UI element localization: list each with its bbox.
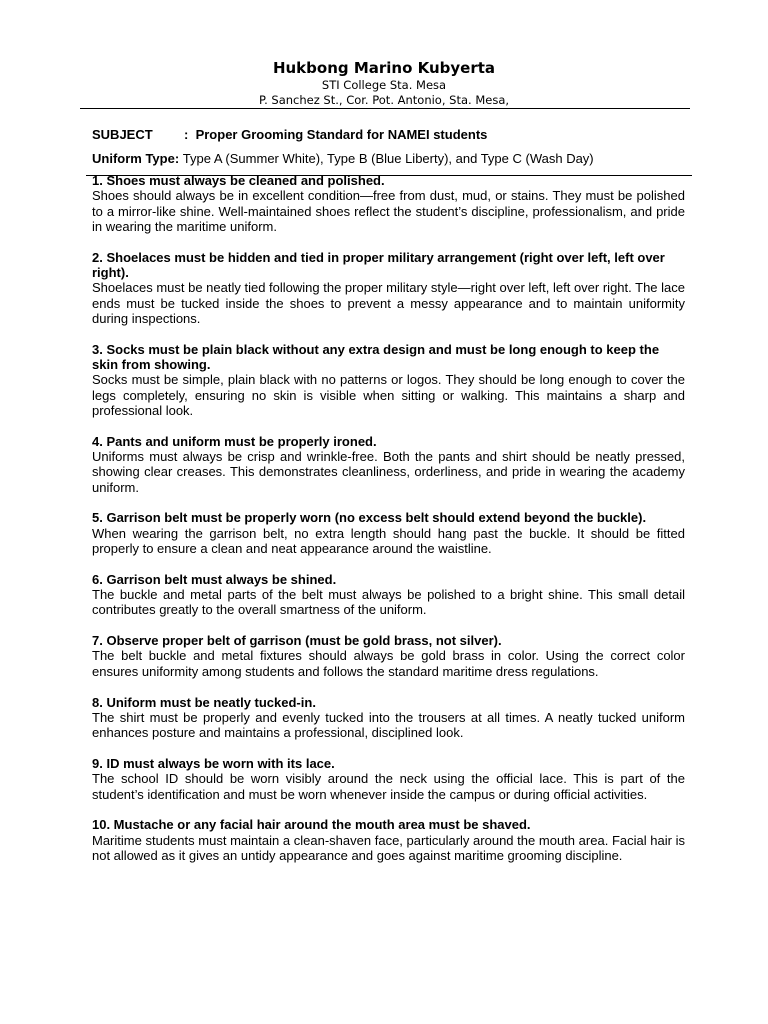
rule-item xyxy=(92,250,685,326)
uniform-type-text: Type A (Summer White), Type B (Blue Liberty), and Type C (Wash Day) xyxy=(182,151,594,166)
rule-title: 10. Mustache or any facial hair around the mouth area must be shaved. xyxy=(92,817,531,833)
rule-item xyxy=(92,756,685,802)
organization-name: Hukbong Marino Kubyerta xyxy=(272,59,496,77)
rule-body: The belt buckle and metal fixtures should always be gold brass in color. Using the correct color ensures uniformity among students and follows the standard maritime dress regulations. xyxy=(92,648,685,679)
memo-heading xyxy=(92,125,692,169)
rule-title: 1. Shoes must always be cleaned and polished. xyxy=(92,173,385,188)
rule-item xyxy=(92,572,685,618)
uniform-type-label: Uniform Type: xyxy=(92,151,180,166)
rule-body: The buckle and metal parts of the belt must always be polished to a bright shine. This small detail contributes greatly to the overall smartness of the uniform. xyxy=(92,587,685,618)
rule-item xyxy=(92,817,685,863)
header-divider xyxy=(80,108,690,109)
school-address: P. Sanchez St., Cor. Pot. Antonio, Sta. Mesa, xyxy=(258,93,510,107)
rule-title: 5. Garrison belt must be properly worn (no excess belt should extend beyond the buckle). xyxy=(92,510,647,526)
subject-line xyxy=(92,125,692,145)
rule-title: 4. Pants and uniform must be properly ironed. xyxy=(92,433,377,449)
uniform-type-line xyxy=(92,149,692,169)
rule-title: 7. Observe proper belt of garrison (must be gold brass, not silver). xyxy=(92,633,502,649)
subject-separator: : xyxy=(184,127,189,142)
grooming-rules-list xyxy=(92,173,685,879)
rule-item xyxy=(92,695,685,741)
rule-title: 2. Shoelaces must be hidden and tied in proper military arrangement (right over left, left over right). xyxy=(92,249,665,280)
rule-title: 6. Garrison belt must always be shined. xyxy=(92,571,337,587)
rule-title: 9. ID must always be worn with its lace. xyxy=(92,755,335,771)
rule-body: The shirt must be properly and evenly tucked into the trousers at all times. A neatly tucked uniform enhances posture and maintains a professional, disciplined look. xyxy=(92,709,685,741)
rule-item xyxy=(92,173,685,234)
rule-title: 8. Uniform must be neatly tucked-in. xyxy=(92,694,316,710)
subject-label: SUBJECT xyxy=(92,127,153,142)
rule-item xyxy=(92,342,685,418)
rule-body: When wearing the garrison belt, no extra length should hang past the buckle. It should be fitted properly to ensure a clean and neat appearance around the waistline. xyxy=(92,525,685,556)
rule-body: Shoelaces must be neatly tied following the proper military style—right over left, left over right. The lace ends must be tucked inside the shoes to prevent a messy appearance and to maintain uniformity during inspections. xyxy=(92,280,685,326)
rule-body: Shoes should always be in excellent condition—free from dust, mud, or stains. They must be polished to a mirror-like shine. Well-maintained shoes reflect the student’s discipline, professionalism, and pride in wearing the maritime uniform. xyxy=(92,188,685,234)
rule-item xyxy=(92,510,685,556)
rule-body: Socks must be simple, plain black with no patterns or logos. They should be long enough to cover the legs completely, ensuring no skin is visible when sitting or walking. This maintains a sharp and professional look. xyxy=(92,372,685,418)
rule-body: The school ID should be worn visibly around the neck using the official lace. This is part of the student’s identification and must be worn whenever inside the campus or during official activities. xyxy=(92,771,685,802)
letterhead xyxy=(0,58,768,108)
rule-item xyxy=(92,633,685,679)
rule-item xyxy=(92,434,685,495)
school-name: STI College Sta. Mesa xyxy=(321,78,447,92)
subject-text: Proper Grooming Standard for NAMEI students xyxy=(195,127,488,142)
rule-body: Maritime students must maintain a clean-shaven face, particularly around the mouth area. Facial hair is not allowed as it gives an untidy appearance and goes against maritime grooming discipline. xyxy=(92,832,685,863)
rule-title: 3. Socks must be plain black without any extra design and must be long enough to keep the skin from showing. xyxy=(92,341,660,372)
rule-body: Uniforms must always be crisp and wrinkle-free. Both the pants and shirt should be neatly pressed, showing clear creases. This demonstrates cleanliness, orderliness, and pride in wearing the academy uniform. xyxy=(92,448,685,495)
